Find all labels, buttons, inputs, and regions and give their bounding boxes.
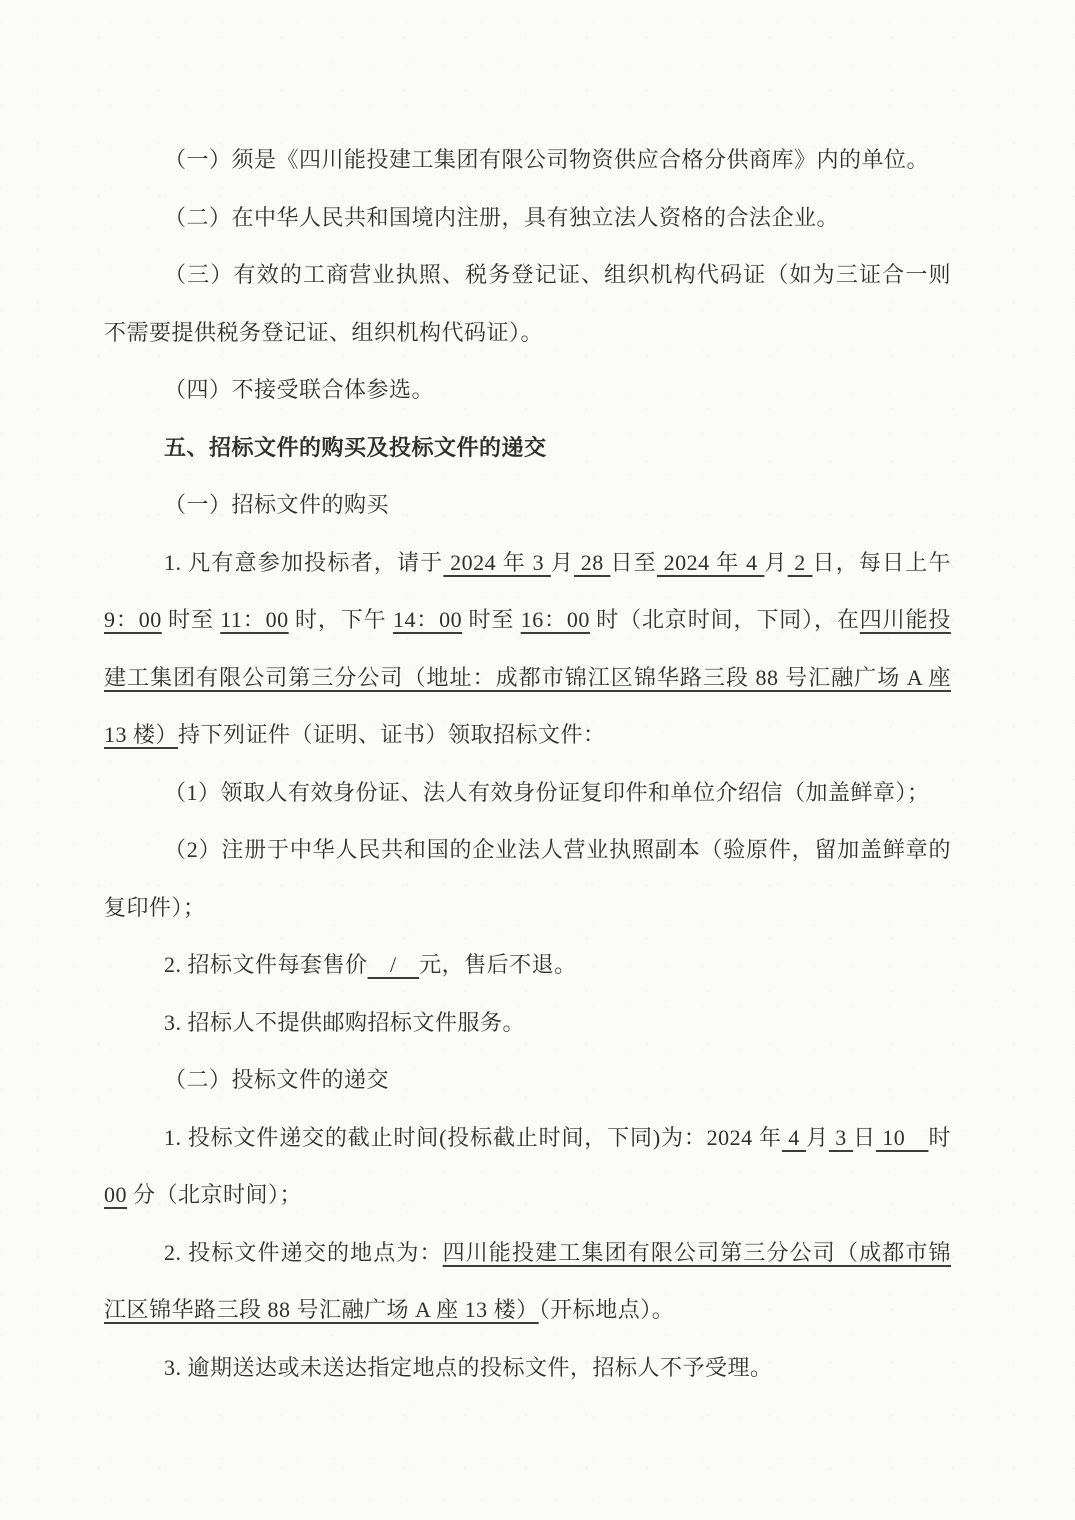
clause-supplier-db (104, 131, 951, 189)
text-run: （2）注册于中华人民共和国的企业法人营业执照副本（验原件，留加盖鲜章的复印件）； (104, 837, 951, 920)
text-run: 时，下午 (288, 607, 393, 632)
text-run: 1. 凡有意参加投标者，请于 (164, 549, 444, 575)
text-run: （1）领取人有效身份证、法人有效身份证复印件和单位介绍信（加盖鲜章）； (164, 779, 930, 805)
deadline-day-value: 3 (828, 1124, 854, 1150)
clause-collector-id (104, 764, 951, 822)
text-run: 1. 投标文件递交的截止时间(投标截止时间，下同)为：2024 年 (164, 1124, 782, 1150)
clause-licenses (104, 246, 951, 361)
text-run: （四）不接受联合体参选。 (164, 377, 435, 402)
text-run: 时（北京时间，下同），在 (589, 607, 860, 632)
text-run: 日至 (610, 549, 657, 575)
text-run: （二）在中华人民共和国境内注册，具有独立法人资格的合法企业。 (164, 204, 840, 230)
subsection-purchase-heading (104, 476, 951, 534)
text-run: 日，每日上午 (812, 549, 951, 575)
text-run: 分（北京时间）； (127, 1182, 303, 1207)
submission-address-value: 四川能投建工集团有限公司第三分公司（成都市锦江区锦华路三段 88 号汇融广场 A 座 13 楼） (104, 1239, 951, 1322)
subsection-submission-heading (104, 1051, 951, 1109)
clause-business-license (104, 821, 951, 936)
clause-document-price (104, 936, 951, 994)
submission-location (104, 1224, 951, 1339)
clause-registration (104, 189, 951, 247)
purchase-start-day-value: 28 (574, 549, 611, 575)
text-run: （开标地点）。 (538, 1297, 675, 1322)
section-heading-text: 五、招标文件的购买及投标文件的递交 (164, 434, 547, 460)
text-run: （一）须是《四川能投建工集团有限公司物资供应合格分供商库》内的单位。 (164, 147, 930, 172)
text-run: 3. 招标人不提供邮购招标文件服务。 (164, 1009, 526, 1035)
afternoon-end-time-value: 16：00 (520, 607, 590, 632)
text-run: （一）招标文件的购买 (164, 492, 390, 517)
text-run: 元，售后不退。 (419, 952, 577, 977)
document-price-value: / (367, 952, 420, 977)
text-run: 2. 招标文件每套售价 (164, 952, 368, 977)
section-heading-5 (104, 419, 951, 477)
text-run: 时至 (462, 607, 521, 632)
morning-end-time-value: 11：00 (220, 607, 289, 632)
text-run: 月 (806, 1124, 829, 1150)
submission-deadline (104, 1109, 951, 1224)
text-run: 3. 逾期送达或未送达指定地点的投标文件，招标人不予受理。 (164, 1354, 773, 1380)
deadline-hour-value: 10 (875, 1124, 929, 1150)
text-run: （三）有效的工商营业执照、税务登记证、组织机构代码证（如为三证合一则不需要提供税务登记证、组织机构代码证）。 (104, 262, 951, 345)
purchase-start-date-value: 2024 年 3 (443, 549, 551, 575)
deadline-minute-value: 00 (104, 1182, 127, 1207)
afternoon-start-time-value: 14：00 (392, 607, 463, 632)
purchase-end-day-value: 2 (787, 549, 813, 575)
text-run: 时 (928, 1124, 951, 1150)
purchase-details (104, 534, 951, 764)
text-run: 月 (764, 549, 788, 575)
purchase-end-date-value: 2024 年 4 (656, 549, 765, 575)
morning-start-time-value: 9：00 (104, 607, 162, 632)
deadline-month-value: 4 (781, 1124, 807, 1150)
clause-late-submission (104, 1339, 951, 1397)
issuer-name-address-value: 四川能投建工集团有限公司第三分公司（地址：成都市锦江区锦华路三段 88 号汇融广场 A 座 13 楼） (104, 607, 951, 747)
text-run: 月 (550, 549, 575, 575)
text-run: （二）投标文件的递交 (164, 1067, 390, 1092)
clause-no-consortium (104, 361, 951, 419)
clause-no-mail-order (104, 994, 951, 1052)
text-run: 2. 投标文件递交的地点为： (164, 1239, 443, 1265)
text-run: 日 (853, 1124, 876, 1150)
text-run: 持下列证件（证明、证书）领取招标文件： (178, 722, 606, 747)
text-run: 时至 (161, 607, 221, 632)
